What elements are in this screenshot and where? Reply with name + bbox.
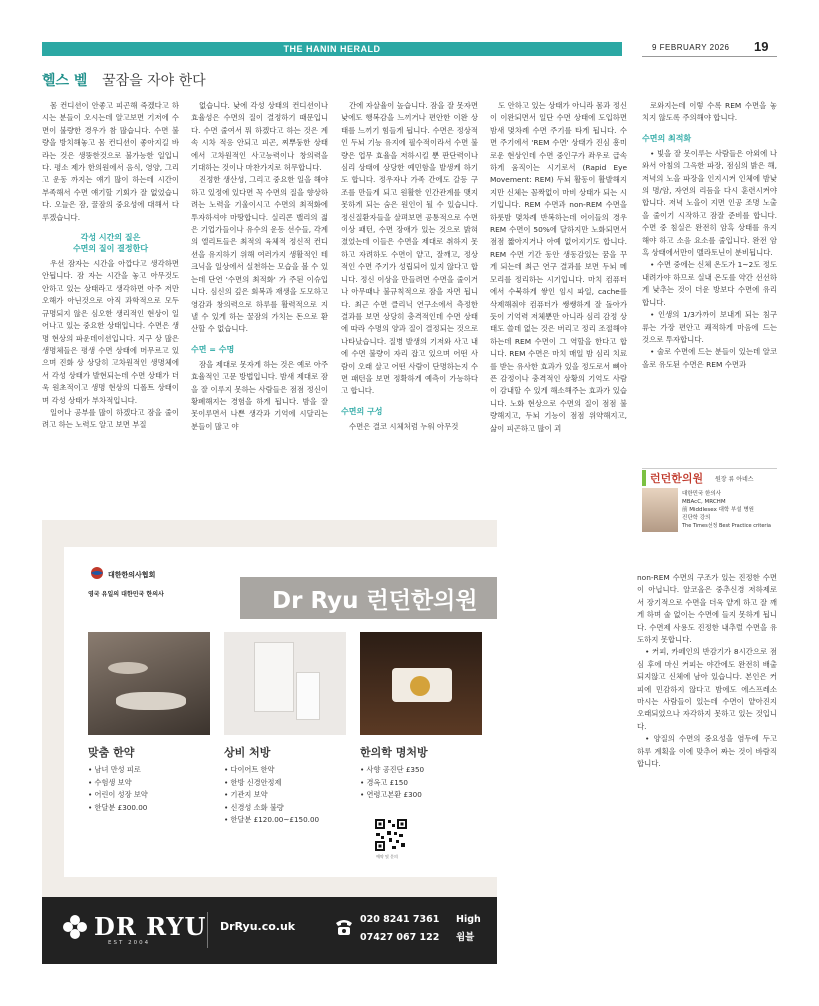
paper-name: THE HANIN HERALD bbox=[283, 44, 381, 54]
author-photo bbox=[642, 488, 678, 532]
item-text: 한방 신경안정제 bbox=[230, 777, 282, 787]
article-column-1 bbox=[42, 100, 179, 432]
credential-line: The Times선정 Best Practice criteria bbox=[682, 523, 771, 529]
list-item: • 한달분 £300.00 bbox=[88, 802, 148, 812]
item-text: 다이어트 한약 bbox=[230, 765, 275, 774]
dr-ryu-logo-text: DR RYU bbox=[94, 912, 207, 941]
credential-line: 대한민국 한의사 bbox=[682, 491, 721, 497]
ad-section-title: 상비 처방 bbox=[224, 746, 271, 759]
article-column-2 bbox=[191, 100, 328, 433]
credential-line: 진단학 강의 bbox=[682, 515, 711, 521]
phone-numbers[interactable] bbox=[360, 911, 439, 947]
website-link[interactable]: DrRyu.co.uk bbox=[220, 920, 296, 933]
location-text: 윔블 bbox=[456, 932, 475, 943]
item-text: 연령고본환 £300 bbox=[366, 790, 422, 799]
phone-number[interactable]: 020 8241 7361 bbox=[360, 914, 440, 925]
section-label: 헬스 벨 bbox=[42, 73, 88, 89]
credential-line: MBAcC, MRCHM bbox=[682, 499, 726, 505]
dr-ryu-logo-icon bbox=[62, 914, 88, 940]
established-year: EST 2004 bbox=[108, 940, 151, 946]
list-item: • 경옥고 £150 bbox=[360, 777, 408, 787]
paragraph: 우선 잠자는 시간을 아깝다고 생각하면 안됩니다. 잠 자는 시간을 놓고 아무것도 안하고 있는 상태라고 생각하면 아주 저만 오해가 아닌것으로 아직 과학적으로 모두 규명되지 않은 심오한 생리적인 현상이 일어나고 있는 중요한 상태입니다. 수면은 생명 현상의 파운데이션입니다. 지구 상 많은 생명체들은 평생 수면 상태에 머무르고 있으며 진화 상 상당히 고차원적인 생명체에서 각성 상태가 발현되는데 수면 상태가 더욱 원초적이고 생명 현상의 디폴트 상태이며 각성 상태가 부차적입니다. bbox=[42, 259, 179, 405]
item-text: 수험생 보약 bbox=[94, 777, 132, 787]
article-column-3 bbox=[341, 100, 478, 433]
header-rule bbox=[642, 56, 777, 57]
item-text: 신경성 소화 불량 bbox=[230, 802, 284, 812]
list-item: • 연령고본환 £300 bbox=[360, 790, 422, 799]
author-credentials bbox=[682, 490, 771, 530]
paragraph: 로와지는데 이렇 수록 REM 수면을 놓치지 않도록 주의해야 합니다. bbox=[642, 101, 777, 123]
bullet-paragraph: • 인생의 1/3가까이 보내게 되는 침구류는 가장 편안고 쾌적하게 마음에 드는 것으로 투자합니다. bbox=[642, 310, 777, 344]
ad-section-title: 한의학 명처방 bbox=[360, 746, 428, 759]
item-text: 남녀 만성 피로 bbox=[94, 765, 141, 774]
paragraph: 잠을 제대로 못자게 하는 것은 예로 아주 효율적인 고문 방법입니다. 밤새 제대로 잠을 잘 이루지 못하는 사람들은 점점 정신이 황폐해지는 경험을 하게 됩니다. 밤을 잘 못이루면서 나쁜 생각과 기억에 시달리는 분들이 많고 야 bbox=[191, 359, 328, 431]
item-text: 경옥고 £150 bbox=[366, 777, 408, 787]
article-column-5 bbox=[642, 100, 777, 371]
gold-pills-photo bbox=[360, 632, 482, 735]
article-column-6 bbox=[637, 572, 777, 771]
location-list bbox=[456, 911, 481, 947]
bullet-paragraph: • 커피, 카페인의 반감기가 8시간으로 점심 후에 마신 커피는 야간에도 완전히 배출되지않고 신체에 남아 있습니다. 본인은 커피에 민감하지 않다고 밤에도 에스프레소 마시는 사람들이 있는데 수면이 얕아진지 오래되었으나 자각하지 못하고 있는 것입니다. bbox=[637, 647, 777, 731]
section-title bbox=[42, 70, 206, 90]
list-item: • 사향 공진단 £350 bbox=[360, 765, 425, 774]
credential-line: 前 Middlesex 대학 부설 병원 bbox=[682, 507, 754, 513]
list-item: • 신경성 소화 불량 bbox=[224, 802, 284, 812]
association-logo-icon bbox=[90, 566, 104, 580]
phone-number[interactable]: 07427 067 122 bbox=[360, 932, 440, 943]
bullet-paragraph: • 양질의 수면의 중요성을 염두에 두고 하루 계획을 이에 맞추어 짜는 것이 바람직합니다. bbox=[637, 734, 777, 769]
list-item: • 한달분 £120.00~£150.00 bbox=[224, 815, 320, 824]
product-box-photo bbox=[224, 632, 346, 735]
qr-caption: 예약 및 문의 bbox=[376, 854, 398, 859]
author-banner: 런던한의원 bbox=[650, 472, 704, 485]
paragraph: 몸 컨디션이 안좋고 피곤해 죽겠다고 하시는 분들이 오시는데 알고보면 기저에 수면이 불량한 경우가 참 많습니다. 수면 불량을 방치해놓고 몸 컨디션이 좋아지길 바라는 것은 생뚱한것으로 불가능한 일입니다. 평소 제가 한의원에서 음식, 영양, 그리고 운동 까지는 얘기 많이 하는데 시간이 부족해서 수면 얘기할 기회가 잘 없었습니다. 오늘은 잠, 꿀잠의 중요성에 대해서 다루겠습니다. bbox=[42, 101, 179, 222]
item-text: 한달분 £120.00~£150.00 bbox=[230, 815, 320, 824]
list-item: • 수험생 보약 bbox=[88, 777, 132, 787]
page-number: 19 bbox=[754, 39, 769, 54]
list-item: • 어린이 성장 보약 bbox=[88, 790, 148, 799]
paragraph: non-REM 수면의 구조가 있는 진정한 수면이 아닙니다. 알코올은 중추신경 저하제로서 장기적으로 수면을 더욱 얕게 하고 잘 깨게 하며 술 없이는 수면에 들지 못하게 됩니다. 수면제 사용도 진정한 내추럴 수면을 유도하지 못합니다. bbox=[637, 573, 777, 645]
ad-section-list bbox=[224, 764, 319, 827]
list-item: • 남녀 만성 피로 bbox=[88, 765, 141, 774]
paragraph: 수면은 결코 시체처럼 누워 아무것 bbox=[349, 421, 459, 431]
author-box bbox=[642, 468, 777, 529]
subheading: 수면의 최적화 bbox=[642, 133, 692, 143]
author-name: 원장 류 아네스 bbox=[715, 476, 754, 483]
item-text: 사향 공진단 £350 bbox=[366, 765, 425, 774]
paragraph: 도 안하고 있는 상태가 아니라 몸과 정신이 이완되면서 일단 수면 상태에 도입하면 밤새 몇차례 수면 주기를 타게 됩니다. 수면 주기에서 'REM 수면' 상태가 진심 흥미로운 현상인데 수면 중인구가 좌우로 급속하게 움직이는 시기로서 (Rapid Eye Movement: REM) 두뇌 활동이 활발해지지만 신체는 꼼짝없이 마비 상태가 되는 시기입니다. REM 수면과 non-REM 수면을 하룻밤 몇차례 반복하는데 어이들의 경우 REM 수면이 50%에 달하지만 노화되면서 점점 짧아지거나 아예 없어지기도 합니다. REM 수면 기간 동안 생동감있는 꿈을 꾸게 되는데 최근 연구 결과를 보면 두뇌 메모리를 정리하는 시기입니다. 마치 컴퓨터에서 수북하게 쌓인 임시 파일, cache를 삭제해줘야 컴퓨터가 쌩쌩하게 잘 돌아가듯이 기억력 저체뿐만 아니라 심리 감정 상태도 쓸데 없는 것은 버리고 정리 조절해야 하는데 REM 수면이 그 역할을 한다고 합니다. REM 수면은 마치 매일 밤 심리 치료를 받는 유사한 효과가 있을 정도로서 뼈아픈 감정이나 충격적인 상황의 기억도 사람이 감내할 수 있게 해소해주는 효과가 있습니다. 노화 현상으로 수면의 질이 점점 불량해지고, 두뇌 기능이 점점 위약해지고, 삶이 피곤하고 많이 괴 bbox=[490, 101, 627, 433]
herbal-preparation-photo bbox=[88, 632, 210, 735]
ad-banner-text: Dr Ryu 런던한의원 bbox=[272, 588, 478, 614]
subheading: 각성 시간의 질은 수면의 질이 결정한다 bbox=[72, 233, 149, 254]
item-text: 기관지 보약 bbox=[230, 790, 268, 799]
paragraph: 없습니다. 낮에 각성 상태의 컨디션이나 효율성은 수면의 질이 결정하기 때문입니다. 수면 줄여서 뭐 하겠다고 하는 것은 계속 시차 적응 안되고 피곤, 찌뿌둥한 상태에서 고차원적인 사고능력이나 창의력을 기대하는 것이나 마찬가지로 허무합니다. bbox=[191, 101, 328, 173]
ad-section-list bbox=[88, 764, 148, 814]
bullet-paragraph: • 수면 중에는 신체 온도가 1~2도 정도 내려가야 하므로 실내 온도를 약간 선선하게 낮추는 것이 더운 방보다 수면에 유리합니다. bbox=[642, 260, 777, 307]
issue-date: 9 FEBRUARY 2026 bbox=[652, 43, 730, 52]
qr-code-icon[interactable] bbox=[374, 818, 408, 852]
paragraph: 진정한 생산성, 그리고 중요한 일을 해야 하고 있정에 있다면 꼭 수면의 질을 향상하려는 노력을 기울이시고 수면의 최적화에 투자하셔야 마땅합니다. 실리콘 밸리의 젊은 기업가들이나 유수의 운동 선수들, 각계의 엘리트들은 최적의 육체적 정신적 컨디션을 유지하기 위해 여러가지 생활적인 테크닉을 일상에서 실천하는 모습을 볼 수 있는데 단연 '수면의 최적화' 가 주된 이슈입니다. 심신의 깊은 회복과 재생을 도모하고 영감과 창의력으로 하루를 활력적으로 지낼 수 있게 하는 꿀잠의 가치는 돈으로 환산할 수 없습니다. bbox=[191, 175, 328, 334]
location-text: High bbox=[456, 914, 481, 925]
ad-section-list bbox=[360, 764, 424, 802]
bullet-paragraph: • 술로 수면에 드는 분들이 있는데 알코올로 유도된 수면은 REM 수면과 bbox=[642, 347, 777, 369]
article-title: 꿀잠을 자야 한다 bbox=[102, 73, 206, 89]
subheading: 수면의 구성 bbox=[341, 406, 383, 416]
footer-divider bbox=[207, 912, 208, 948]
association-tagline: 영국 유일의 대한민국 한의사 bbox=[88, 591, 164, 598]
article-column-4 bbox=[490, 100, 627, 435]
list-item: • 기관지 보약 bbox=[224, 790, 268, 799]
subheading: 수면 = 수명 bbox=[191, 344, 235, 354]
telephone-icon bbox=[334, 918, 354, 936]
list-item: • 한방 신경안정제 bbox=[224, 777, 282, 787]
paragraph: 일어나 공부를 많이 하겠다고 잠을 줄이려고 하는 노력도 알고 보면 부질 bbox=[42, 407, 179, 430]
ad-crop-edge bbox=[497, 520, 505, 964]
paragraph: 간에 자살율이 높습니다. 잠을 잘 못자면 낮에도 행복감을 느끼거나 편안한 이완 상태를 느끼기 힘들게 됩니다. 수면은 정상적인 두뇌 기능 유지에 필수적이라서 수면 불량은 업무 효율을 저하시킬 뿐 판단력이나 심리 상태에 상당한 예민함을 발생케 하기도 합니다. 정우자나 가족 간에도 갈등 구조를 만들게 되고 원활한 인간관계를 맺지 못하게 되는 숨은 원인이 될 수 있습니다. 정신질환자들을 살펴보면 공통적으로 수면 이상 패턴, 수면 장애가 있는 것으로 밝혀졌었는데 이들은 수면을 제대로 취하지 못하고 자려하도 수면이 얕고, 잘깨고, 정상적인 수면 주기가 성립되어 있지 않다고 합니다. 정신 이상을 만들려면 수면을 줄이거나 아무때나 불규칙적으로 잠을 자면 됩니다. 최근 수면 클리닉 연구소에서 측정한 결과를 보면 상당히 충격적인데 수면 상태에 따라 수명의 양과 질이 결정되는 것으로 나타났습니다. 질병 발생의 기저와 사고 내에 수면 불량이 자리 잡고 있으며 어떤 사람이 오래 살고 어떤 사람이 단명하는지 수면 패턴을 보면 정확하게 예측이 가능하다고 합니다. bbox=[341, 101, 478, 396]
list-item: • 다이어트 한약 bbox=[224, 765, 275, 774]
item-text: 어린이 성장 보약 bbox=[94, 790, 148, 799]
ad-section-title: 맞춤 한약 bbox=[88, 746, 135, 759]
bullet-paragraph: • 빛을 잘 못이루는 사람들은 아외에 나와서 아침의 그윽한 파장, 점심의 밝은 해, 저녁의 노을 파장을 인지시켜 인체에 밤낮의 명/암, 자연의 리듬을 다시 훈련시켜야 합니다. 저녁 노을이 지면 인공 조명 노출을 줄이기 시작하고 잠잘 준비를 합니다. 수면 중 침실은 완전히 암흑 상태를 유지해야 하고 소음 요소를 줄입니다. 완전 암흑 상태에서만이 멜라토닌이 분비됩니다. bbox=[642, 148, 777, 258]
item-text: 한달분 £300.00 bbox=[94, 802, 148, 812]
association-name: 대한한의사협회 bbox=[108, 571, 156, 579]
